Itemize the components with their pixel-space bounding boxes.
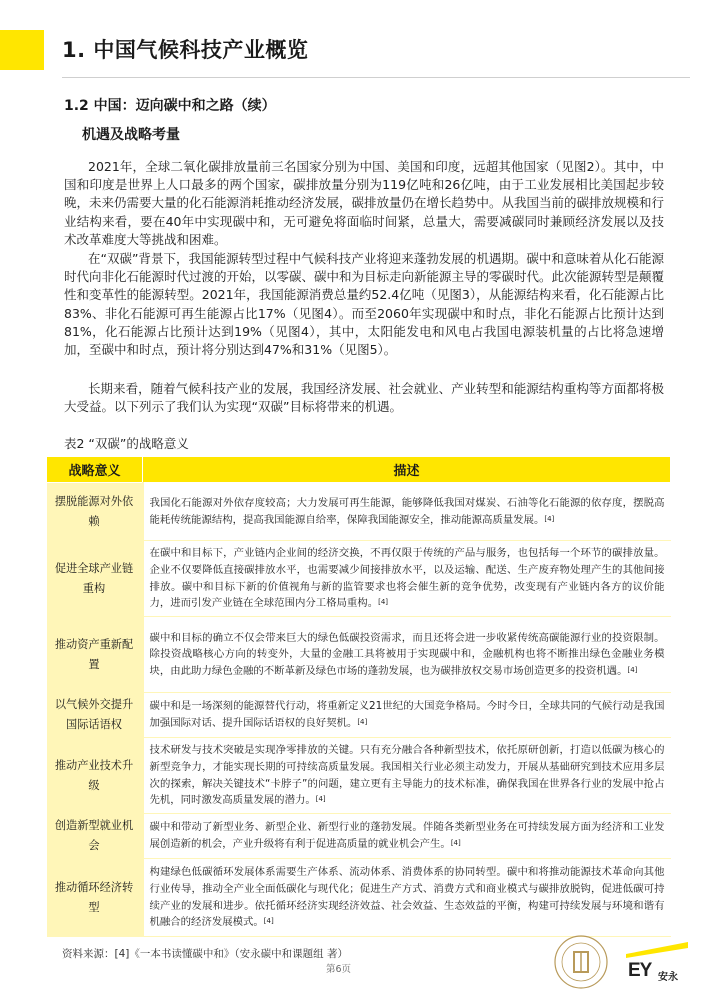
row-desc-text: 在碳中和目标下，产业链内企业间的经济交换，不再仅限于传统的产品与服务，也包括每一个环节的碳排放量。企业不仅要降低直接碳排放水平，也需要减少间接排放水平，以及运输、配送、生产废弃物处理产生的其他间接排放。碳中和目标下新的价值视角与新的监管要求也将会催生新的竞争优势，改变现有产业链内各方的议价能力，进而引发产业链在全球范围内分工格局重构。 [149, 547, 665, 610]
row-desc-text: 我国化石能源对外依存度较高；大力发展可再生能源，能够降低我国对煤炭、石油等化石能源的依存度，摆脱高能耗传统能源结构，提高我国能源自给率，保障我国能源安全，推动能源高质量发展。 [149, 496, 665, 526]
page-header [0, 18, 710, 76]
subsection-title: 1.2 中国：迈向碳中和之路（续） [64, 98, 276, 114]
row-desc-text: 碳中和目标的确立不仅会带来巨大的绿色低碳投资需求，而且还将会进一步收紧传统高碳能源行业的投资限制。除投资战略核心方向的转变外，大量的金融工具将被用于实现碳中和，金融机构也将不断推出绿色金融业务模块，由此助力绿色金融的不断革新及绿色市场的蓬勃发展，也为碳排放权交易市场创造更多的投资机遇。 [149, 631, 665, 677]
row-desc [143, 693, 671, 738]
footnote-ref: [4] [315, 795, 326, 804]
row-key: 创造新型就业机会 [47, 814, 143, 859]
ey-brand: EY [628, 960, 652, 981]
row-key: 推动资产重新配置 [47, 617, 143, 693]
table-row [47, 541, 671, 617]
institute-seal-icon [552, 932, 610, 994]
paragraph-2: 在“双碳”背景下，我国能源转型过程中气候科技产业将迎来蓬勃发展的机遇期。碳中和意味着从化石能源时代向非化石能源时代过渡的开始，以零碳、碳中和为目标走向新能源主导的零碳时代。此次能源转型是颠覆性和变革性的能源转型。2021年，我国能源消费总量约52.4亿吨（见图3），从能源结构来看，化石能源占比83%、非化石能源可再生能源占比17%（见图4）。而至2060年实现碳中和时点，非化石能源占比预计达到81%，化石能源占比预计达到19%（见图4），其中，太阳能发电和风电占我国电源装机量的占比将急速增加，至碳中和时点，预计将分别达到47%和31%（见图5）。 [64, 251, 665, 358]
row-key: 以气候外交提升国际话语权 [47, 693, 143, 738]
ey-logo-mark-icon [626, 940, 696, 960]
footnote-ref: [4] [544, 514, 555, 523]
row-desc-text: 技术研发与技术突破是实现净零排放的关键。只有充分融合各种新型技术，依托原研创新，打造以低碳为核心的新型竞争力，才能实现长期的可持续高质量发展。我国相关行业必须主动发力，开展从基础研究到技术应用多层次的探索，解决关键技术“卡脖子”的问题，建立更有主导能力的技术标准，确保我国在世界各行业的发展中抢占先机，同时激发高质量发展的潜力。 [149, 744, 665, 807]
table-row [47, 738, 671, 814]
footnote-ref: [4] [357, 718, 368, 726]
table-row [47, 693, 671, 738]
row-desc [143, 859, 671, 937]
table-header-key: 战略意义 [47, 457, 143, 483]
subhead-opportunities: 机遇及战略考量 [82, 127, 180, 143]
row-desc [143, 738, 671, 814]
table-header-desc: 描述 [143, 457, 671, 483]
row-desc-text: 构建绿色低碳循环发展体系需要生产体系、流动体系、消费体系的协同转型。碳中和将推动能源技术革命向其他行业传导，推动全产业全面低碳化与现代化；促进生产方式、消费方式和商业模式与碳排放脱钩，促进低碳可持续产业的发展和进步。依托循环经济实现经济效益、社会效益、生态效益的平衡，构建可持续发展与环境和谐有机融合的经济发展模式。 [149, 866, 665, 929]
table-header-row [47, 457, 671, 483]
row-desc-text: 碳中和是一场深刻的能源替代行动，将重新定义21世纪的大国竞争格局。今时今日，全球共同的气候行动是我国加强国际对话、提升国际话语权的良好契机。 [149, 700, 665, 729]
header-divider [62, 77, 690, 78]
section-title: 1. 中国气候科技产业概览 [62, 38, 309, 62]
paragraph-3: 长期来看，随着气候科技产业的发展，我国经济发展、社会就业、产业转型和能源结构重构等方面都将极大受益。以下列示了我们认为实现“双碳”目标将带来的机遇。 [64, 381, 664, 415]
strategy-table [46, 456, 671, 937]
table-caption: 表2 “双碳”的战略意义 [64, 436, 189, 451]
footnote-ref: [4] [378, 598, 389, 607]
table-row [47, 483, 671, 541]
header-accent-bar [0, 30, 44, 70]
source-note: 资料来源：[4]《一本书读懂碳中和》（安永碳中和课题组 著） [62, 948, 348, 960]
row-key: 推动循环经济转型 [47, 859, 143, 937]
footnote-ref: [4] [450, 839, 461, 847]
row-desc [143, 814, 671, 859]
row-desc [143, 617, 671, 693]
row-key: 推动产业技术升级 [47, 738, 143, 814]
table-row [47, 859, 671, 937]
footnote-ref: [4] [263, 917, 274, 926]
page-number: 第6页 [326, 964, 352, 975]
row-key: 促进全球产业链重构 [47, 541, 143, 617]
row-desc-text: 碳中和带动了新型业务、新型企业、新型行业的蓬勃发展。伴随各类新型业务在可持续发展方面为经济和工业发展创造新的机会，产业升级将有利于促进高质量的就业机会产生。 [149, 821, 665, 850]
row-key: 摆脱能源对外依赖 [47, 483, 143, 541]
table-row [47, 617, 671, 693]
paragraph-1: 2021年，全球二氧化碳排放量前三名国家分别为中国、美国和印度，远超其他国家（见图2）。其中，中国和印度是世界上人口最多的两个国家，碳排放量分别为119亿吨和26亿吨，由于工业发展相比美国起步较晚，未来仍需要大量的化石能源消耗推动经济发展，碳排放量仍在增长趋势中。从我国当前的碳排放规模和行业结构来看，要在40年中实现碳中和，无可避免将面临时间紧，总量大，需要减碳同时兼顾经济发展以及技术改革难度大等挑战和困难。 [64, 159, 665, 247]
ey-brand-cn: 安永 [658, 972, 678, 983]
table-row [47, 814, 671, 859]
row-desc [143, 541, 671, 617]
row-desc [143, 483, 671, 541]
footnote-ref: [4] [627, 665, 638, 674]
